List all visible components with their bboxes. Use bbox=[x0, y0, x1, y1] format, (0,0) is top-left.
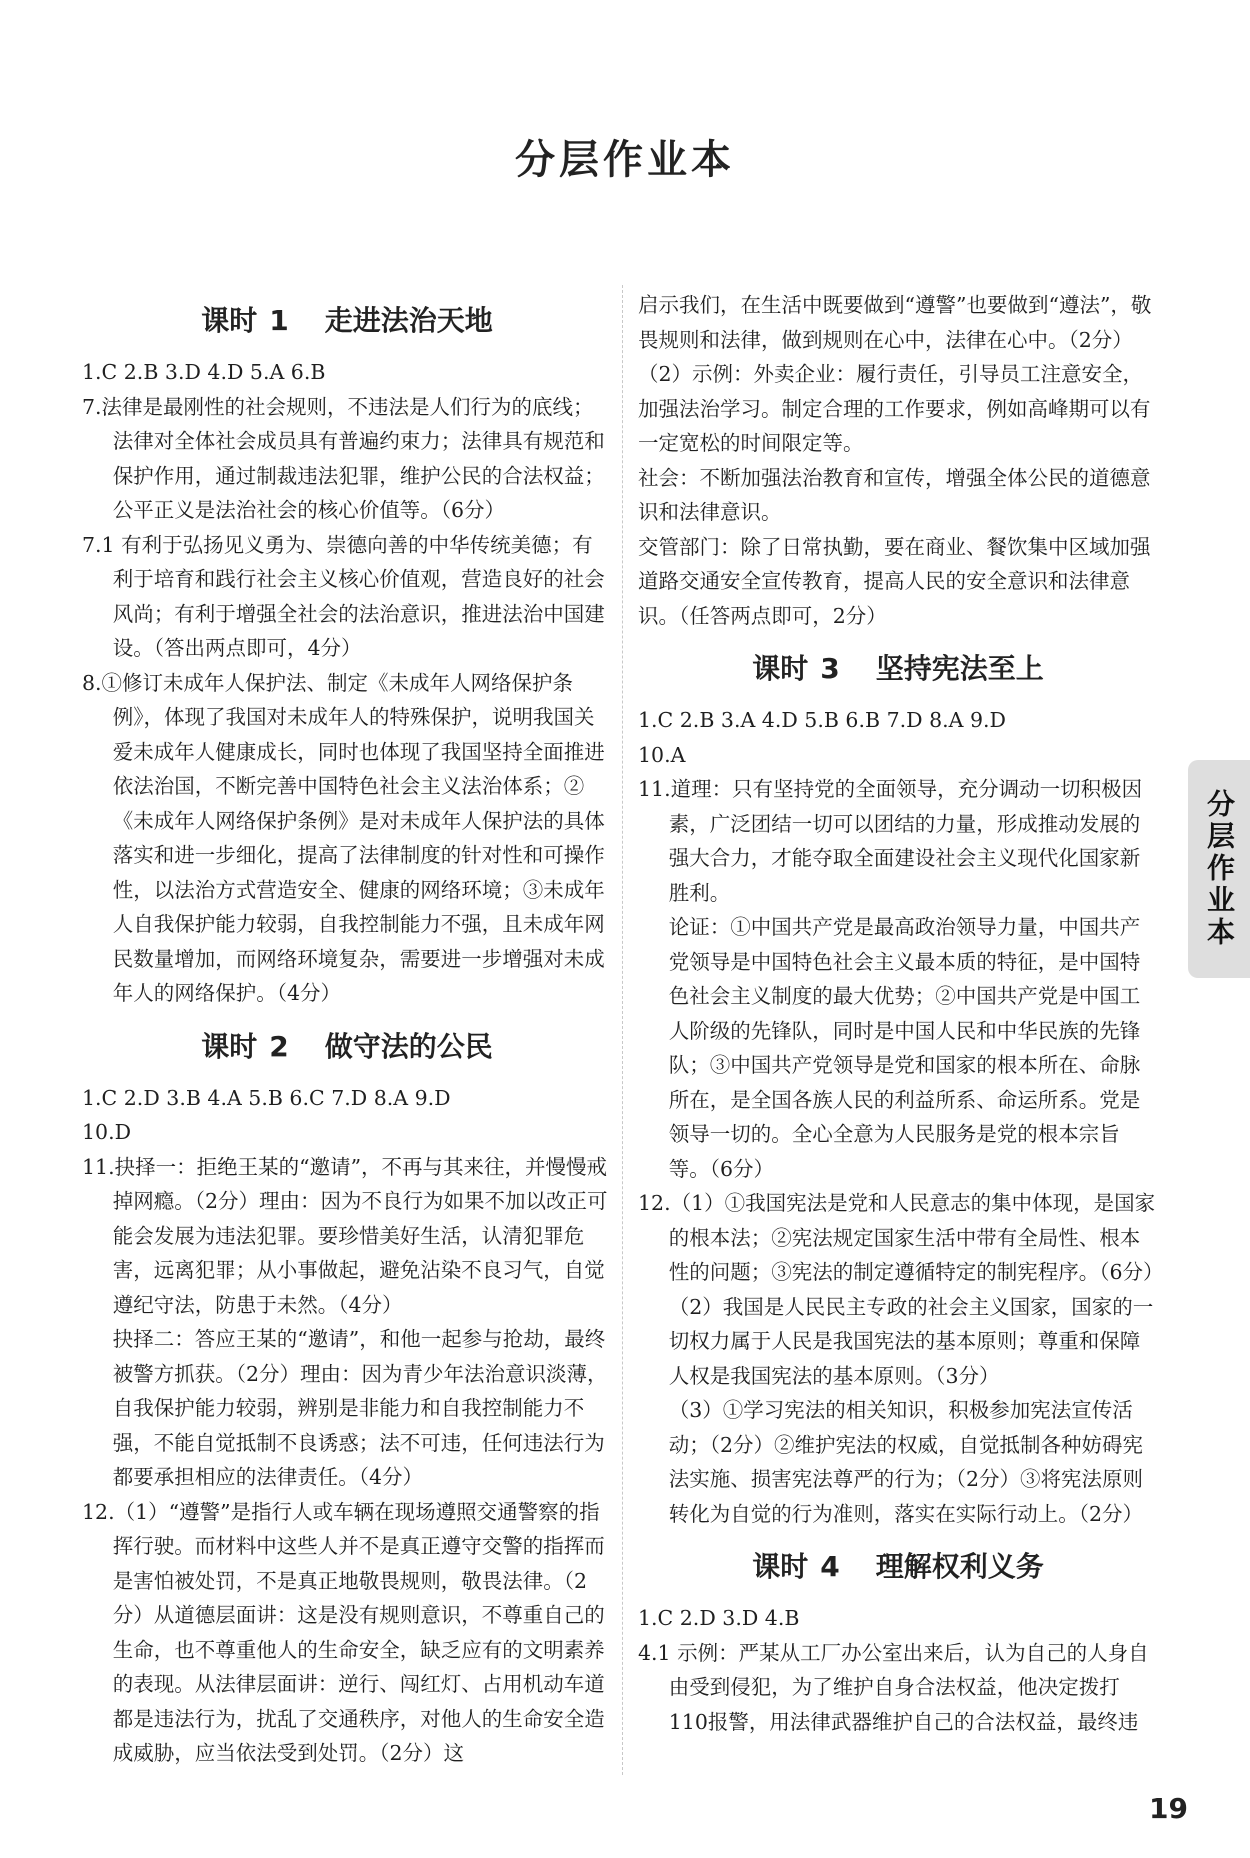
lesson-3-answer-11-argument: 论证：①中国共产党是最高政治领导力量，中国共产党领导是中国特色社会主义最本质的特征，是中国特色社会主义制度的最大优势；②中国共产党是中国工人阶级的先锋队，同时是中国人民和中华民族的先锋队；③中国共产党领导是党和国家的根本所在、命脉所在，是全国各族人民的利益所系、命运所系。党是领导一切的。全心全意为人民服务是党的根本宗旨等。（6分） bbox=[668, 915, 1141, 1181]
lesson-3-choice-answers: 1.C 2.B 3.A 4.D 5.B 6.B 7.D 8.A 9.D bbox=[638, 708, 1006, 732]
page-title: 分层作业本 bbox=[515, 137, 735, 183]
lesson-2-answer-12-continued: 启示我们，在生活中既要做到“遵警”也要做到“遵法”，敬畏规则和法律，做到规则在心中，法律在心中。（2分） bbox=[638, 293, 1152, 352]
lesson-3-label: 课时 bbox=[752, 652, 809, 685]
lesson-3-answer-12-part-1: 12.（1）①我国宪法是党和人民意志的集中体现，是国家的根本法；②宪法规定国家生活中带有全局性、根本性的问题；③宪法的制定遵循特定的制宪程序。（6分） bbox=[638, 1191, 1164, 1284]
lesson-1-answer-8: 8.①修订未成年人保护法、制定《未成年人网络保护条例》，体现了我国对未成年人的特殊保护，说明我国关爱未成年人健康成长，同时也体现了我国坚持全面推进依法治国，不断完善中国特色社会主义法治体系；②《未成年人网络保护条例》是对未成年人保护法的具体落实和进一步细化，提高了法律制度的针对性和可操作性，以法治方式营造安全、健康的网络环境；③未成年人自我保护能力较弱，自我控制能力不强，且未成年网民数量增加，而网络环境复杂，需要进一步增强对未成年人的网络保护。（4分） bbox=[82, 670, 605, 1005]
lesson-3-answer-11-reason: 11.道理：只有坚持党的全面领导，充分调动一切积极因素，广泛团结一切可以团结的力量，形成推动发展的强大合力，才能夺取全面建设社会主义现代化国家新胜利。 bbox=[638, 777, 1143, 905]
lesson-2-answer-12-part-2-society: 社会：不断加强法治教育和宣传，增强全体公民的道德意识和法律意识。 bbox=[638, 465, 1151, 524]
lesson-4-choice-answers: 1.C 2.D 3.D 4.B bbox=[638, 1606, 800, 1630]
lesson-3-number: 3 bbox=[820, 652, 840, 685]
lesson-1-number: 1 bbox=[269, 304, 289, 337]
lesson-1-title bbox=[82, 301, 612, 341]
lesson-2-title bbox=[82, 1027, 612, 1067]
lesson-2-label: 课时 bbox=[201, 1029, 258, 1063]
lesson-2-number: 2 bbox=[269, 1029, 289, 1063]
lesson-2-answer-12-part-1: 12.（1）“遵警”是指行人或车辆在现场遵照交通警察的指挥行驶。而材料中这些人并不是真正遵守交警的指挥而是害怕被处罚，不是真正地敬畏规则，敬畏法律。（2分）从道德层面讲：这是没有规则意识，不尊重自己的生命，也不尊重他人的生命安全，缺乏应有的文明素养的表现。从法律层面讲：逆行、闯红灯、占用机动车道都是违法行为，扰乱了交通秩序，对他人的生命安全造成威胁，应当依法受到处罚。（2分）这 bbox=[82, 1499, 605, 1765]
lesson-1-name: 走进法治天地 bbox=[324, 304, 493, 337]
lesson-2-answer-11-choice-1: 11.抉择一：拒绝王某的“邀请”，不再与其来往，并慢慢戒掉网瘾。（2分）理由：因为不良行为如果不加以改正可能会发展为违法犯罪。要珍惜美好生活，认清犯罪危害，远离犯罪；从小事做起，避免沾染不良习气，自觉遵纪守法，防患于未然。（4分） bbox=[82, 1154, 608, 1317]
lesson-3-answer-10: 10.A bbox=[638, 742, 686, 767]
lesson-2-answer-12-part-2-company: （2）示例：外卖企业：履行责任，引导员工注意安全，加强法治学习。制定合理的工作要求，例如高峰期可以有一定宽松的时间限定等。 bbox=[638, 362, 1151, 455]
left-column bbox=[82, 285, 612, 1771]
lesson-3-name: 坚持宪法至上 bbox=[875, 652, 1044, 685]
lesson-3-answer-12-part-2: （2）我国是人民民主专政的社会主义国家，国家的一切权力属于人民是我国宪法的基本原则；尊重和保障人权是我国宪法的基本原则。（3分） bbox=[668, 1294, 1154, 1388]
lesson-4-name: 理解权利义务 bbox=[875, 1550, 1044, 1583]
lesson-1-answer-7-1: 7.1 有利于弘扬见义勇为、崇德向善的中华传统美德；有利于培育和践行社会主义核心价值观，营造良好的社会风尚；有利于增强全社会的法治意识，推进法治中国建设。（答出两点即可，4分） bbox=[82, 532, 605, 660]
lesson-1-answer-7: 7.法律是最刚性的社会规则，不违法是人们行为的底线；法律对全体社会成员具有普遍约束力；法律具有规范和保护作用，通过制裁违法犯罪，维护公民的合法权益；公平正义是法治社会的核心价值等。（6分） bbox=[82, 394, 605, 522]
lesson-2-answer-12-part-2-traffic: 交管部门：除了日常执勤，要在商业、餐饮集中区域加强道路交通安全宣传教育，提高人民的安全意识和法律意识。（任答两点即可，2分） bbox=[638, 534, 1151, 628]
lesson-2-answer-11-choice-2: 抉择二：答应王某的“邀请”，和他一起参与抢劫，最终被警方抓获。（2分）理由：因为青少年法治意识淡薄，自我保护能力较弱，辨别是非能力和自我控制能力不强，不能自觉抵制不良诱惑；法不可违，任何违法行为都要承担相应的法律责任。（4分） bbox=[112, 1327, 608, 1489]
lesson-4-answer-4-1: 4.1 示例：严某从工厂办公室出来后，认为自己的人身自由受到侵犯，为了维护自身合法权益，他决定拨打110报警，用法律武器维护自己的合法权益，最终违 bbox=[638, 1640, 1149, 1734]
lesson-2-choice-answers: 1.C 2.D 3.B 4.A 5.B 6.C 7.D 8.A 9.D bbox=[82, 1085, 451, 1110]
lesson-3-title bbox=[638, 649, 1158, 689]
lesson-3-answer-12-part-3: （3）①学习宪法的相关知识，积极参加宪法宣传活动；（2分）②维护宪法的权威，自觉抵制各种妨碍宪法实施、损害宪法尊严的行为；（2分）③将宪法原则转化为自觉的行为准则，落实在实际行动上。（2分） bbox=[668, 1398, 1144, 1526]
lesson-4-number: 4 bbox=[820, 1550, 840, 1583]
lesson-2-name: 做守法的公民 bbox=[324, 1029, 493, 1063]
section-side-tab: 分层作业本 bbox=[1188, 760, 1250, 978]
column-divider bbox=[622, 285, 623, 1775]
lesson-2-answer-10: 10.D bbox=[82, 1120, 132, 1144]
lesson-4-title bbox=[638, 1547, 1158, 1587]
right-column bbox=[638, 288, 1164, 1739]
page-number: 19 bbox=[1149, 1792, 1188, 1825]
lesson-1-label: 课时 bbox=[201, 304, 258, 337]
lesson-4-label: 课时 bbox=[752, 1550, 809, 1583]
lesson-1-choice-answers: 1.C 2.B 3.D 4.D 5.A 6.B bbox=[82, 360, 326, 384]
